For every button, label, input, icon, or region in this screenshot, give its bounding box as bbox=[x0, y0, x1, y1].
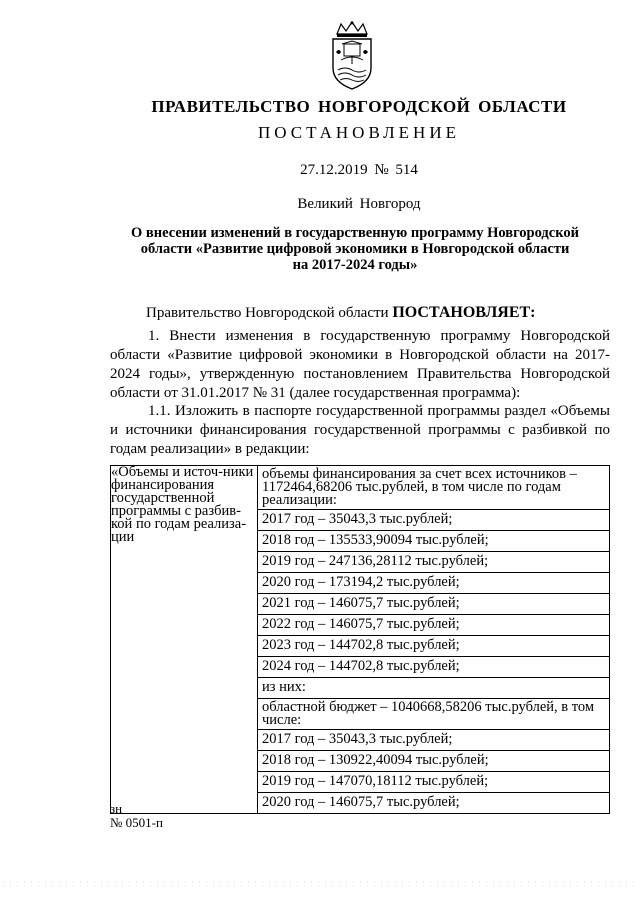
decree-line bbox=[146, 304, 536, 322]
table-value-row: 2024 год – 144702,8 тыс.рублей; bbox=[258, 657, 609, 678]
org-title: ПРАВИТЕЛЬСТВО НОВГОРОДСКОЙ ОБЛАСТИ bbox=[151, 97, 567, 116]
decree-verb: ПОСТАНОВЛЯЕТ: bbox=[392, 304, 536, 321]
table-value-row: 2020 год – 146075,7 тыс.рублей; bbox=[262, 794, 460, 810]
subject-line: области «Развитие цифровой экономики в Новгородской области bbox=[140, 241, 570, 257]
table-values-cell bbox=[258, 466, 610, 814]
table-value-row: 2019 год – 147070,18112 тыс.рублей; bbox=[258, 772, 609, 793]
table-value-row: 2022 год – 146075,7 тыс.рублей; bbox=[258, 615, 609, 636]
coat-of-arms-icon bbox=[327, 20, 377, 92]
footer-form-number: № 0501-п bbox=[110, 815, 163, 830]
table-value-row: 2017 год – 35043,3 тыс.рублей; bbox=[258, 730, 609, 751]
decree-lead: Правительство Новгородской области bbox=[146, 305, 389, 321]
table-row bbox=[111, 466, 610, 814]
subject-line: на 2017-2024 годы» bbox=[292, 257, 418, 273]
table-label-cell: «Объемы и источ-ники финансирования государственной программы с разбив-кой по годам реализа-ции bbox=[111, 466, 258, 814]
paragraph-1-1 bbox=[110, 402, 610, 459]
table-value-row: объемы финансирования за счет всех источников – 1172464,68206 тыс.рублей, в том числе по годам реализации: bbox=[258, 466, 609, 510]
table-value-row: 2021 год – 146075,7 тыс.рублей; bbox=[258, 594, 609, 615]
table-value-row: 2023 год – 144702,8 тыс.рублей; bbox=[258, 636, 609, 657]
table-value-row: 2018 год – 135533,90094 тыс.рублей; bbox=[258, 531, 609, 552]
doc-type: ПОСТАНОВЛЕНИЕ bbox=[257, 123, 460, 142]
doc-date-number: 27.12.2019 № 514 bbox=[300, 162, 418, 178]
financing-table bbox=[110, 465, 610, 814]
table-value-row: областной бюджет – 1040668,58206 тыс.рублей, в том числе: bbox=[258, 699, 609, 730]
table-value-row: 2020 год – 173194,2 тыс.рублей; bbox=[258, 573, 609, 594]
paragraph-text: 1. Внести изменения в государственную программу Новгородской области «Развитие цифровой экономики в Новгородской области на 2017-2024 годы», утвержденную постановлением Правительства Новгородской области от 31.01.2017 № 31 (далее государственная программа): bbox=[110, 328, 610, 401]
footer-code bbox=[110, 802, 163, 830]
table-value-row: из них: bbox=[258, 678, 609, 699]
table-value-row: 2018 год – 130922,40094 тыс.рублей; bbox=[258, 751, 609, 772]
subject-line: О внесении изменений в государственную программу Новгородской bbox=[131, 225, 579, 241]
paragraph-1 bbox=[110, 327, 610, 403]
table-value-row: 2019 год – 247136,28112 тыс.рублей; bbox=[258, 552, 609, 573]
footer-initials: зн bbox=[110, 801, 123, 816]
doc-city: Великий Новгород bbox=[297, 196, 421, 212]
table-value-row: 2017 год – 35043,3 тыс.рублей; bbox=[258, 510, 609, 531]
paragraph-text: 1.1. Изложить в паспорте государственной программы раздел «Объемы и источники финансирования государственной программы с разбивкой по годам реализации» в редакции: bbox=[110, 403, 610, 457]
scan-noise-strip bbox=[0, 880, 640, 886]
doc-subject bbox=[120, 225, 590, 273]
